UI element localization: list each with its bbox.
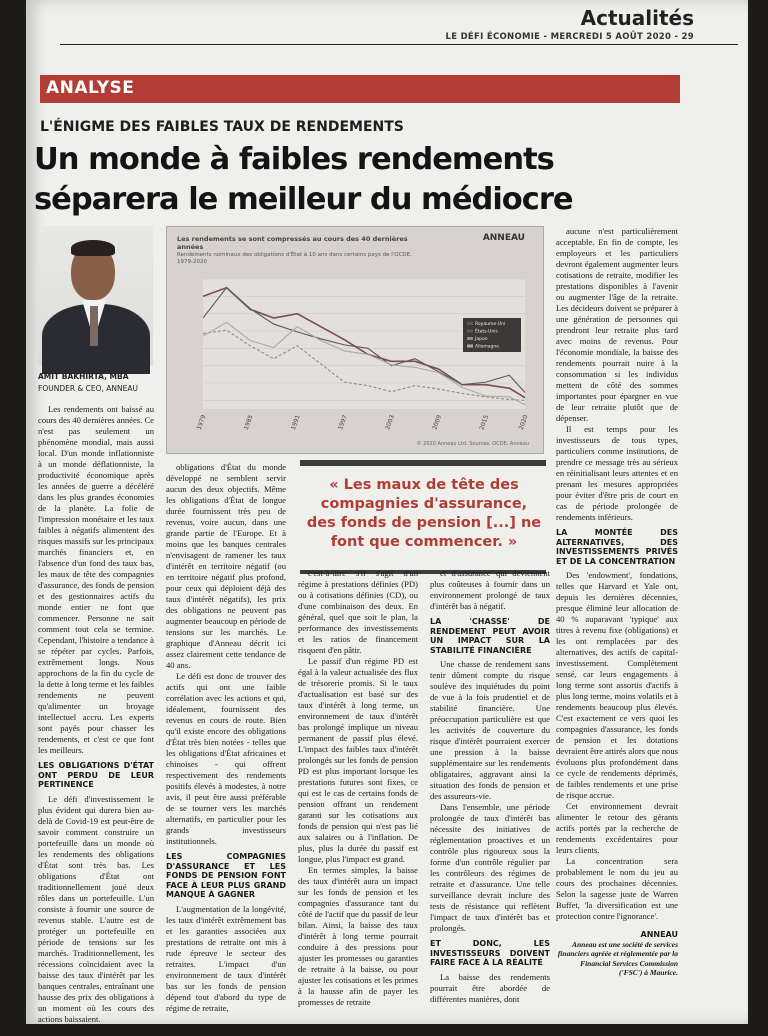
legend-swatch [467, 330, 473, 333]
paragraph: et d'assurance qui deviennent plus coûteuses à fournir dans un environnement prolongé de taux d'intérêt bas à négatif. [430, 568, 550, 611]
paragraph: Le passif d'un régime PD est égal à la valeur actualisée des flux de trésorerie promis. Si le taux d'actualisation est basé sur des taux d'intérêt à long terme, un environnement de taux d'intérêt bas prolongé implique un niveau permanent de passif plus élevé. L'impact des faibles taux d'intérêt prolongés sur les fonds de pension PD est plus important lorsque les prestations futures sont fixes, ce qui est le cas de certains fonds de pension offrant un rendement garanti sur les cotisations aux fonds de pension qui n'est pas lié aux salaires ou à l'inflation. De plus, plus la durée du passif est longue, plus l'impact est grand. [298, 656, 418, 864]
x-tick-label: 2015 [478, 414, 491, 431]
signature [556, 930, 678, 978]
subheading: ET DONC, LES INVESTISSEURS DOIVENT FAIRE FACE À LA RÉALITÉ [430, 939, 550, 967]
section-name: Actualités [580, 6, 694, 30]
x-tick-label: 2009 [431, 414, 444, 431]
legend-label: États-Unis [475, 329, 498, 335]
subheading: LES OBLIGATIONS D'ÉTAT ONT PERDU DE LEUR PERTINENCE [38, 761, 154, 789]
paragraph: Dans l'ensemble, une période prolongée de taux d'intérêt bas nécessite des initiatives de réglementation proactives et un contrôle plus rigoureux sous la forme d'un contrôle régulier par les contrôleurs des régimes de retraite et d'assurance. Une telle surveillance devrait inclure des tests de résistance qui reflètent l'impact de taux d'intérêt bas et prolongés. [430, 802, 550, 933]
section-banner [40, 75, 680, 103]
x-tick-label: 1997 [337, 414, 349, 431]
subheading: LA MONTÉE DES ALTERNATIVES, DES INVESTISSEMENTS PRIVÉS ET DE LA CONCENTRATION [556, 528, 678, 566]
paragraph: Les rendements ont baissé au cours des 40 dernières années. Ce n'est pas seulement un phénomène mondial, mais aussi local. D'un monde inflationniste à un monde déflationniste, la productivité économique après les années de guerre a décéléré dans les plus grandes économies de la planète. La folie de l'impression monétaire et les taux faibles à négatifs alimentent des risques massifs sur les principaux marchés financiers et, en l'absence d'un fond des taux bas, les maux de tête des compagnies d'assurance, des fonds de pension et des gestionnaires actifs du monde entier ne font que commencer. Personne ne sait comment tout cela se termine. Cependant, l'histoire a tendance à se répéter par cycles. Parfois, extrêmement longs. Nous approchons de la fin du cycle de la dette à long terme et les faibles rendements ne peuvent qu'alimenter un broyage intellectuel accru. Les experts sont payés pour chasser les rendements, et c'est ce que font les meilleurs. [38, 404, 154, 755]
author-role: FOUNDER & CEO, ANNEAU [38, 384, 139, 393]
paragraph: Il est temps pour les investisseurs de tous types, particuliers comme institutions, de prendre ce message très au sérieux en réinitialisant leurs attentes et en prenant les mesures appropriées pour éviter d'être pris de court en cas de période prolongée de rendements inférieurs. [556, 424, 678, 522]
paragraph: obligations d'État du monde développé ne semblent servir aucun des deux objectifs. Même les obligations d'État de longue durée fournissent très peu de revenus, voire aucun, dans une grande partie de l'Europe. Et à moins que les banques centrales n'envisagent de ramener les taux d'intérêt en territoire négatif (ou en territoire négatif plus profond, pour ceux qui déploient déjà des taux d'intérêt négatifs), les prix des obligations ne peuvent pas augmenter beaucoup en période de tensions sur les marchés. Le graphique d'Anneau décrit ici assez clairement cette tendance de 40 ans. [166, 462, 286, 670]
legend-swatch [467, 345, 473, 348]
pull-quote-text: « Les maux de tête des compagnies d'assurance, des fonds de pension [...] ne font que commencer. » [306, 477, 542, 550]
paragraph: En termes simples, la baisse des taux d'intérêt aura un impact sur les fonds de pension et les compagnies d'assurance tant du côté de l'actif que du passif de leur bilan. Ainsi, la baisse des taux d'intérêt à long terme pourrait conduire à des pressions pour ajuster les promesses ou garanties de retraite à la baisse, ou pour ajuster les cotisations et les primes à la hausse afin de payer les promesses de retraite [298, 865, 418, 1007]
x-tick-label: 2020 [517, 414, 530, 431]
x-tick-label: 1991 [289, 414, 302, 431]
x-tick-label: 1985 [242, 414, 255, 431]
legend-label: Royaume-Uni [475, 322, 506, 327]
paragraph: Cet environnement devrait alimenter le retour des gérants actifs portés par la recherche de rendements excédentaires pour leurs clients. [556, 801, 678, 855]
legend-swatch [467, 322, 473, 325]
column-1 [38, 404, 154, 1035]
folio: LE DÉFI ÉCONOMIE - MERCREDI 5 AOÛT 2020 - 29 [445, 32, 694, 42]
paragraph: Le défi d'investissement le plus évident qui durera bien au-delà de Covid-19 est peut-être de savoir comment construire un portefeuille dans un monde où les rendements des obligations d'État sont très bas. Les obligations d'État ont traditionnellement joué deux rôles dans un portefeuille. L'un consiste à fournir une source de revenus stable. L'autre est de protéger un portefeuille en période de tensions sur les marchés. Traditionnellement, les récessions coïncidaient avec la baisse des taux d'intérêt par les banques centrales, entraînant une hausse des prix des obligations à un moment où les cours des actions baissaient. [38, 793, 154, 1024]
column-2 [166, 462, 286, 1024]
signature-name: ANNEAU [640, 930, 678, 939]
banner-label: ANALYSE [46, 78, 135, 98]
x-tick-label: 1979 [195, 414, 208, 431]
paragraph: Des 'endowment', fondations, telles que Harvard et Yale ont, depuis les dernières décennies, presque éliminé leur allocation de 40 % auparavant 'typique' aux titres à revenu fixe (obligations) et les ont remplacées par des alternatives, des actifs de capital-investissement. Complètement sensé, car leurs engagements à long terme sont assortis d'actifs à plus long terme, moins volatils et à rendements beaucoup plus élevés. C'est exactement ce vers quoi les compagnies d'assurance, les fonds de pension et les dotations devraient être attirés alors que nous évoluons plus profondément dans ce cycle de rendements déprimés, de faibles rendements et une prise de risque accrue. [556, 570, 678, 800]
chart-note: © 2020 Anneau Ltd. Sources: OCDE, Anneau [416, 441, 529, 447]
author-photo [38, 226, 153, 366]
paragraph: c'est-à-dire s'il s'agit d'un régime à prestations définies (PD) ou à cotisations définies (CD), ou d'une combinaison des deux. En général, quel que soit le plan, la performance des investissements et les ratios de financement risquent d'en pâtir. [298, 568, 418, 655]
chart-subtitle: Rendements nominaux des obligations d'État à 10 ans dans certains pays de l'OCDE, 1979-2020 [177, 252, 412, 265]
subheading: LA 'CHASSE' DE RENDEMENT PEUT AVOIR UN IMPACT SUR LA STABILITÉ FINANCIÈRE [430, 617, 550, 655]
yield-chart [166, 226, 544, 454]
header-rule [60, 44, 738, 45]
kicker: L'ÉNIGME DES FAIBLES TAUX DE RENDEMENTS [40, 119, 404, 135]
chart-title: Les rendements se sont compressés au cours des 40 dernières années [177, 235, 408, 251]
pull-quote [300, 460, 546, 574]
chart-plot [173, 269, 537, 437]
headline: Un monde à faibles rendements séparera le meilleur du médiocre [34, 142, 573, 217]
subheading: LES COMPAGNIES D'ASSURANCE ET LES FONDS DE PENSION FONT FACE À LEUR PLUS GRAND MANQUE À GAGNER [166, 852, 286, 899]
signature-text: Anneau est une société de services financiers agréée et réglementée par la Financial Services Commission ('FSC') à Maurice. [557, 939, 678, 977]
chart-brand: ANNEAU [482, 233, 525, 243]
column-4 [430, 568, 550, 1024]
x-tick-label: 2003 [384, 414, 396, 431]
author-name: AMIT BAKHIRTA, MBA [38, 372, 129, 381]
paragraph: Le défi est donc de trouver des actifs qui ont une faible corrélation avec les actions et qui, idéalement, fournissent des revenus en cours de route. Bien qu'il existe encore des obligations d'État très bien notées - telles que les obligations d'État africaines et chinoises - qui offrent respectivement des rendements positifs élevés à modestes, à notre avis, il peut être aussi préférable de se tourner vers les marchés alternatifs, en particulier pour les grands investisseurs institutionnels. [166, 671, 286, 846]
legend-label: Japon [475, 337, 488, 342]
paragraph: Une chasse de rendement sans tenir dûment compte du risque soulève des inquiétudes du point de vue à la fois prudentiel et de stabilité financière. Une préoccupation particulière est que les activités de couverture du risque d'intérêt pourraient exercer une pression à la baisse supplémentaire sur les rendements obligataires, aggravant ainsi la situation des fonds de pension et des assureurs-vie. [430, 659, 550, 801]
paragraph: aucune n'est particulièrement acceptable. En fin de compte, les employeurs et les particuliers devront également augmenter leurs cotisations de retraite, modifier les prestations disponibles à l'avenir ou augmenter l'âge de la retraite. Les décideurs doivent se préparer à une génération de personnes qui prendront leur retraite plus tard avec moins de revenus. Pour l'économie mondiale, la baisse des rendements pourrait nuire à la consommation si les individus mettent de côté des sommes importantes pour épargner en vue de leur retraite plutôt que de dépenser. [556, 226, 678, 423]
paragraph: La baisse des rendements pourrait être abordée de différentes manières, dont [430, 971, 550, 1004]
paragraph: Cependant, à l'avenir, les [48, 1024, 134, 1035]
paragraph: La concentration sera probablement le nom du jeu au cours des prochaines décennies. Selon la sagesse juste de Warren Buffet, 'la diversification est une protection contre l'ignorance'. [556, 856, 678, 921]
paragraph: L'augmentation de la longévité, les taux d'intérêt extrêmement bas et les garanties associées aux prestations de retraite ont mis à rude épreuve le secteur des retraites. L'impact d'un environnement de taux d'intérêt bas sur les fonds de pension dépend tout d'abord du type de régime de retraite, [166, 903, 286, 1013]
column-3 [298, 568, 418, 1024]
legend-label: Allemagne [475, 344, 499, 350]
legend-swatch [467, 337, 473, 340]
column-5 [556, 226, 678, 926]
